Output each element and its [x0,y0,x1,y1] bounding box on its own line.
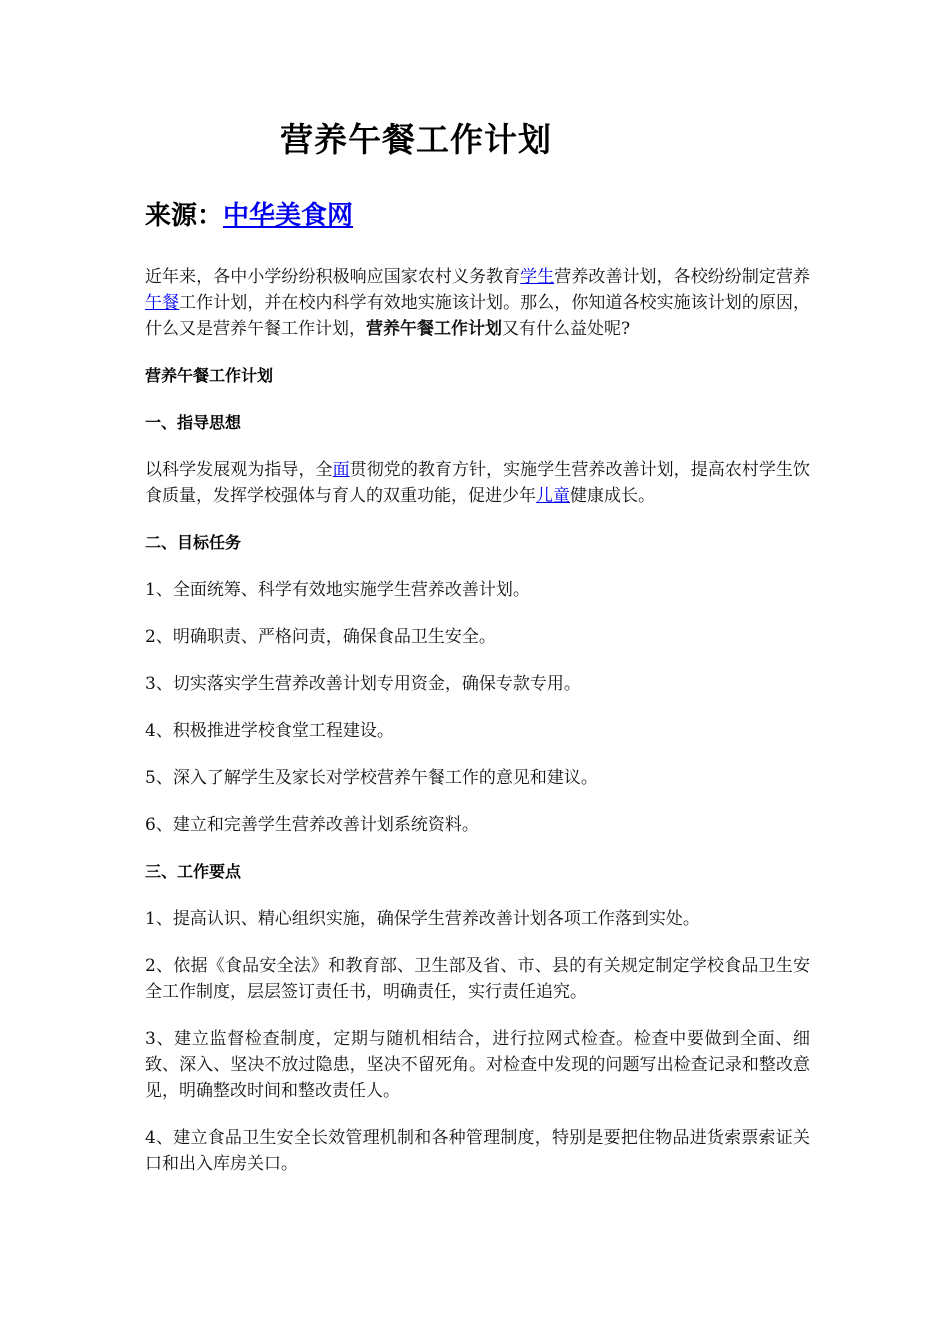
guiding-text-1: 以科学发展观为指导，全 [145,460,333,480]
link-lunch[interactable]: 午餐 [145,293,180,313]
goal-item: 1、全面统筹、科学有效地实施学生营养改善计划。 [145,580,530,600]
goal-item: 2、明确职责、严格问责，确保食品卫生安全。 [145,627,496,647]
section-heading-guiding-ideology: 一、指导思想 [145,413,242,432]
source-label: 来源： [145,201,224,231]
intro-paragraph [145,264,810,342]
key-point-item: 3、建立监督检查制度，定期与随机相结合，进行拉网式检查。检查中要做到全面、细致、深入、坚决不放过隐患，坚决不留死角。对检查中发现的问题写出检查记录和整改意见，明确整改时间和整改责任人。 [145,1029,810,1101]
link-children[interactable]: 儿童 [536,486,570,506]
guiding-text-2: 贯彻党的教育方针，实施学生营养改善计划，提高农村学生饮食质量，发挥学校强体与育人的双重功能，促进少年 [145,460,811,506]
key-point-item: 4、建立食品卫生安全长效管理机制和各种管理制度，特别是要把住物品进货索票索证关口和出入库房关口。 [145,1128,810,1174]
key-point-item: 1、提高认识、精心组织实施，确保学生营养改善计划各项工作落到实处。 [145,909,700,929]
key-point-item: 2、依据《食品安全法》和教育部、卫生部及省、市、县的有关规定制定学校食品卫生安全工作制度，层层签订责任书，明确责任，实行责任追究。 [145,956,810,1002]
goal-item: 5、深入了解学生及家长对学校营养午餐工作的意见和建议。 [145,768,598,788]
goal-item: 3、切实落实学生营养改善计划专用资金，确保专款专用。 [145,674,581,694]
section-heading-key-points: 三、工作要点 [145,862,242,881]
intro-text-1: 近年来，各中小学纷纷积极响应国家农村义务教育 [145,267,521,287]
intro-text-2: 营养改善计划，各校纷纷制定营养 [554,267,811,287]
guiding-text-3: 健康成长。 [570,486,655,506]
link-student[interactable]: 学生 [520,267,555,287]
goal-item: 4、积极推进学校食堂工程建设。 [145,721,394,741]
goal-item: 6、建立和完善学生营养改善计划系统资料。 [145,815,479,835]
source-line [145,198,810,234]
section-heading-goals: 二、目标任务 [145,533,242,552]
document-body [145,118,810,1177]
source-link[interactable]: 中华美食网 [223,201,354,231]
document-title: 营养午餐工作计划 [280,120,552,159]
intro-text-4: 又有什么益处呢? [502,319,631,339]
link-comprehensive[interactable]: 面 [332,460,350,480]
guiding-ideology-paragraph [145,457,810,509]
intro-text-3: 工作计划，并在校内科学有效地实施该计划。那么，你知道各校实施该计划的原因，什么又是营养午餐工作计划， [145,293,811,339]
intro-bold-term: 营养午餐工作计划 [366,319,502,339]
plan-heading: 营养午餐工作计划 [145,366,274,385]
